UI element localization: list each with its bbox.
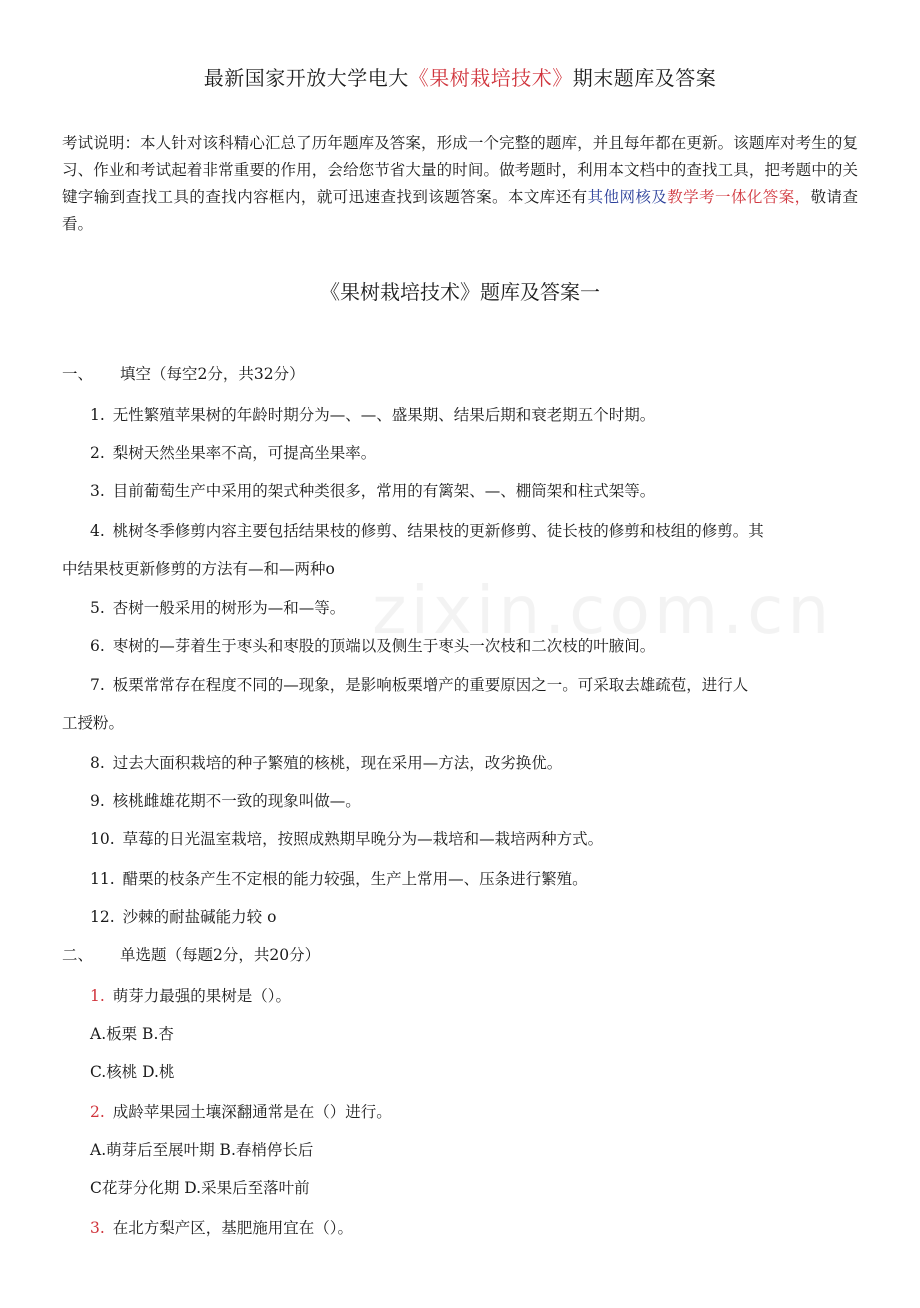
- question-item: [90, 827, 603, 849]
- question-text: 过去大面积栽培的种子繁殖的核桃，现在采用—方法，改劣换优。: [112, 754, 563, 772]
- question-item: [90, 905, 276, 927]
- choice-question: [90, 1216, 353, 1238]
- question-item: [90, 673, 748, 695]
- question-item: [90, 596, 345, 618]
- choice-question: [90, 1100, 392, 1122]
- question-number: 4.: [90, 522, 105, 540]
- other-answers-link[interactable]: 其他网核及: [587, 188, 668, 206]
- title-suffix: 期末题库及答案: [572, 66, 717, 90]
- question-text: 在北方梨产区，基肥施用宜在（）。: [112, 1219, 354, 1237]
- question-number: 6.: [90, 637, 105, 655]
- question-item: [90, 867, 588, 889]
- question-number: 3.: [90, 1219, 105, 1237]
- question-text: 梨树天然坐果率不高，可提高坐果率。: [112, 444, 377, 462]
- question-number: 2.: [90, 1103, 105, 1121]
- question-number: 5.: [90, 599, 105, 617]
- instructions-comma: ，: [794, 188, 811, 206]
- question-text: 成龄苹果园土壤深翻通常是在（）进行。: [112, 1103, 392, 1121]
- title-course-name: 《果树栽培技术》: [408, 66, 573, 90]
- choice-options: A.萌芽后至展叶期 B.春梢停长后: [90, 1141, 314, 1159]
- integrated-answers-link[interactable]: 教学考一体化答案: [667, 188, 795, 206]
- question-number: 10.: [90, 830, 115, 848]
- question-item: [90, 634, 655, 656]
- question-number: 7.: [90, 676, 105, 694]
- question-text: 萌芽力最强的果树是（）。: [112, 987, 292, 1005]
- question-number: 8.: [90, 754, 105, 772]
- choice-options: C.核桃 D.桃: [90, 1063, 175, 1081]
- question-text: 目前葡萄生产中采用的架式种类很多，常用的有篱架、—、棚筒架和柱式架等。: [112, 482, 656, 500]
- section-number: 二、: [62, 946, 94, 964]
- question-number: 11.: [90, 870, 115, 888]
- question-text: 沙棘的耐盐碱能力较 o: [122, 908, 277, 926]
- question-item: [90, 479, 655, 501]
- question-continuation: 中结果枝更新修剪的方法有—和—两种o: [62, 560, 335, 578]
- question-number: 2.: [90, 444, 105, 462]
- question-number: 1.: [90, 987, 105, 1005]
- question-text: 杏树一般采用的树形为—和—等。: [112, 599, 346, 617]
- title-prefix: 最新国家开放大学电大: [203, 66, 409, 90]
- question-number: 3.: [90, 482, 105, 500]
- choice-options: A.板栗 B.杏: [90, 1025, 174, 1043]
- question-text: 无性繁殖苹果树的年龄时期分为—、—、盛果期、结果后期和衰老期五个时期。: [112, 406, 656, 424]
- choice-question: [90, 984, 291, 1006]
- section-heading-choice: [62, 943, 320, 965]
- question-item: [90, 403, 655, 425]
- section-label: 单选题（每题2分，共20分）: [120, 946, 321, 964]
- instructions-text: 考试说明：本人针对该科精心汇总了历年题库及答案，形成一个完整的题库，并且每年都在更新。该题库对考生的复习、作业和考试起着非常重要的作用，会给您节省大量的时间。做考题时，利用本文档中的查找工具，把考题中的关键字输到查找工具的查找内容框内，就可迅速查找到该题答案。本文库还有: [62, 134, 858, 206]
- question-number: 12.: [90, 908, 115, 926]
- instructions-end: 敬请查看。: [62, 188, 858, 233]
- section-label: 填空（每空2分，共32分）: [120, 365, 305, 383]
- question-item: [90, 441, 376, 463]
- question-number: 1.: [90, 406, 105, 424]
- page-title: [0, 62, 920, 91]
- choice-options: C花芽分化期 D.采果后至落叶前: [90, 1179, 310, 1197]
- exam-instructions: [62, 130, 858, 238]
- question-text: 枣树的—芽着生于枣头和枣股的顶端以及侧生于枣头一次枝和二次枝的叶腋间。: [112, 637, 656, 655]
- question-item: [90, 789, 361, 811]
- question-text: 核桃雌雄花期不一致的现象叫做—。: [112, 792, 361, 810]
- question-continuation: 工授粉。: [62, 714, 125, 732]
- question-item: [90, 751, 562, 773]
- question-text: 板栗常常存在程度不同的—现象，是影响板栗增产的重要原因之一。可采取去雄疏苞，进行人: [112, 676, 749, 694]
- section-title: 《果树栽培技术》题库及答案一: [320, 280, 600, 304]
- question-item: [90, 519, 764, 541]
- question-text: 桃树冬季修剪内容主要包括结果枝的修剪、结果枝的更新修剪、徒长枝的修剪和枝组的修剪。其: [112, 522, 764, 540]
- question-text: 醋栗的枝条产生不定根的能力较强，生产上常用—、压条进行繁殖。: [122, 870, 588, 888]
- question-text: 草莓的日光温室栽培，按照成熟期早晚分为—栽培和—栽培两种方式。: [122, 830, 604, 848]
- section-heading-fill: [62, 362, 305, 384]
- section-number: 一、: [62, 365, 94, 383]
- question-number: 9.: [90, 792, 105, 810]
